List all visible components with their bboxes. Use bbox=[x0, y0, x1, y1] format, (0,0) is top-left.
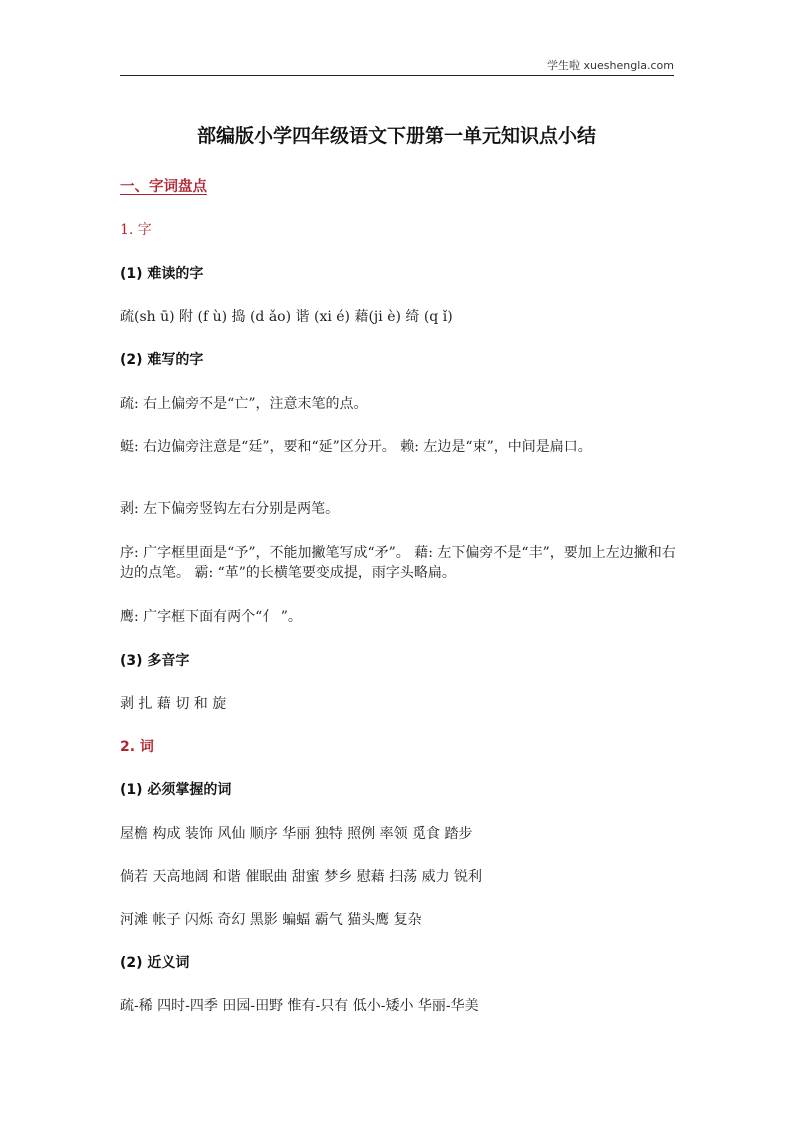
hard-to-write-item: 疏: 右上偏旁不是“亡”，注意末笔的点。 bbox=[120, 396, 368, 412]
hard-to-read-text: 疏(sh ū) 附 (f ù) 捣 (d ǎo) 谐 (xi é) 藉(ji è) 绮 (q ǐ) bbox=[120, 309, 453, 325]
must-master-line: 倘若 天高地阔 和谐 催眠曲 甜蜜 梦乡 慰藉 扫荡 威力 锐利 bbox=[120, 869, 483, 885]
hard-to-write-item: 蜓: 右边偏旁注意是“廷”，要和“延”区分开。 赖: 左边是“束”，中间是扁口。 bbox=[120, 439, 592, 455]
subsection-heading-words: 2. 词 bbox=[120, 739, 154, 755]
document-title: 部编版小学四年级语文下册第一单元知识点小结 bbox=[196, 125, 596, 147]
hard-to-write-item: 鹰: 广字框下面有两个“亻 ”。 bbox=[120, 609, 302, 625]
hard-to-write-item: 序: 广字框里面是“予”，不能加撇笔写成“矛”。 藉: 左下偏旁不是“丰”，要加上左边撇和右边的点笔。 霸: “革”的长横笔要变成提，雨字头略扁。 bbox=[120, 545, 676, 581]
must-master-line: 屋檐 构成 装饰 风仙 顺序 华丽 独特 照例 率领 觅食 踏步 bbox=[120, 826, 473, 842]
subsection-heading-characters: 1. 字 bbox=[120, 222, 152, 238]
header-divider bbox=[120, 75, 674, 76]
hard-to-write-item: 剥: 左下偏旁竖钩左右分别是两笔。 bbox=[120, 501, 340, 517]
polyphones-text: 剥 扎 藉 切 和 旋 bbox=[120, 696, 227, 712]
site-header: 学生啦 xueshengla.com bbox=[547, 59, 674, 72]
heading-hard-to-read: (1) 难读的字 bbox=[120, 266, 204, 282]
heading-must-master: (1) 必须掌握的词 bbox=[120, 782, 232, 798]
heading-polyphones: (3) 多音字 bbox=[120, 653, 190, 669]
section-heading-words: 一、字词盘点 bbox=[120, 179, 207, 195]
heading-synonyms: (2) 近义词 bbox=[120, 955, 190, 971]
heading-hard-to-write: (2) 难写的字 bbox=[120, 352, 204, 368]
synonyms-text: 疏-稀 四时-四季 田园-田野 惟有-只有 低小-矮小 华丽-华美 bbox=[120, 998, 479, 1014]
must-master-line: 河滩 帐子 闪烁 奇幻 黑影 蝙蝠 霸气 猫头鹰 复杂 bbox=[120, 912, 422, 928]
